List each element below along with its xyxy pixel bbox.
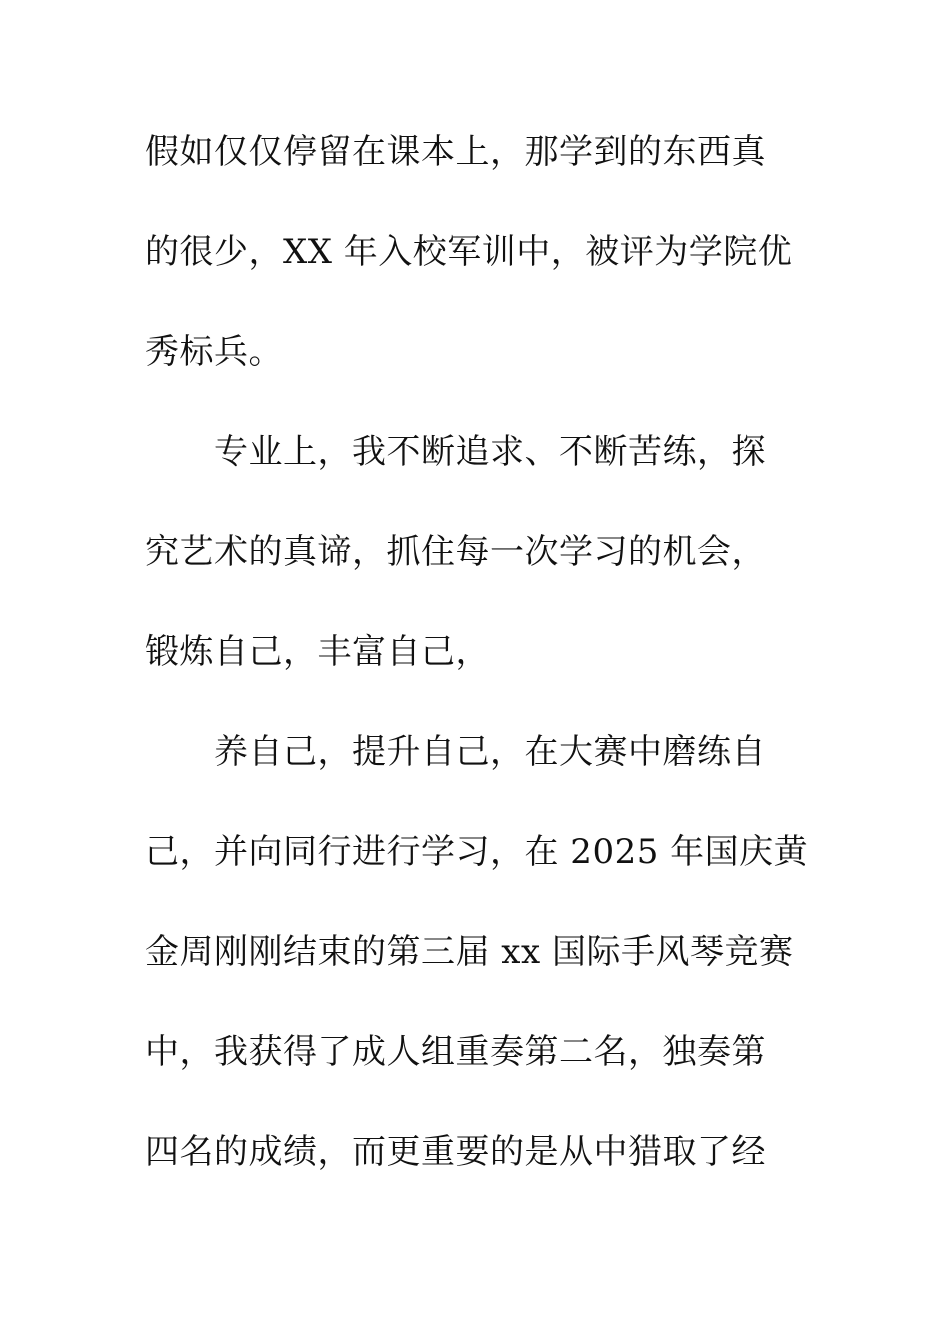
text-line-5: 究艺术的真谛，抓住每一次学习的机会，	[145, 532, 766, 572]
text-line-2: 的很少，XX 年入校军训中，被评为学院优	[145, 232, 793, 272]
text-line-7: 养自己，提升自己，在大赛中磨练自	[214, 732, 766, 772]
text-line-10: 中，我获得了成人组重奏第二名，独奏第	[145, 1032, 766, 1072]
text-line-4: 专业上，我不断追求、不断苦练，探	[214, 432, 766, 472]
text-line-9: 金周刚刚结束的第三届 xx 国际手风琴竞赛	[145, 932, 794, 972]
text-line-11: 四名的成绩，而更重要的是从中猎取了经	[145, 1132, 766, 1172]
text-line-1: 假如仅仅停留在课本上，那学到的东西真	[145, 132, 766, 172]
text-line-6: 锻炼自己，丰富自己，	[145, 632, 490, 672]
text-line-8: 己，并向同行进行学习，在 2025 年国庆黄	[145, 832, 809, 872]
text-line-3: 秀标兵。	[145, 332, 283, 372]
